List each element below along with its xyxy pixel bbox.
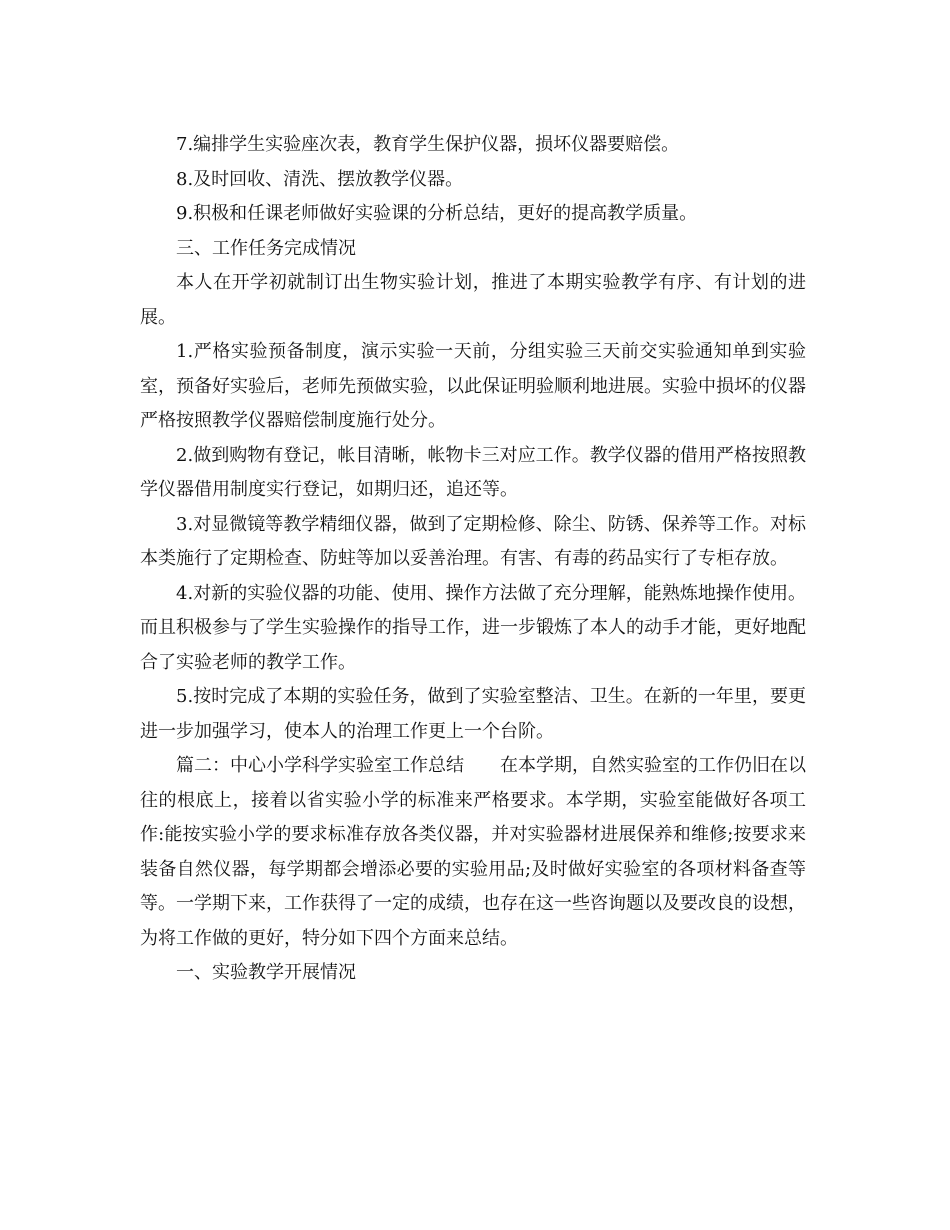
paragraph-point-1: 1.严格实验预备制度，演示实验一天前，分组实验三天前交实验通知单到实验室，预备好实验后，老师先预做实验，以此保证明验顺利地进展。实验中损坏的仪器严格按照教学仪器赔偿制度施行处分。 [140, 341, 806, 431]
paragraph-item-8: 8.及时回收、清洗、摆放教学仪器。 [176, 168, 464, 190]
paragraph-point-2: 2.做到购物有登记，帐目清晰，帐物卡三对应工作。教学仪器的借用严格按照教学仪器借用制度实行登记，如期归还，追还等。 [140, 444, 806, 500]
intro-paragraph: 本人在开学初就制订出生物实验计划，推进了本期实验教学有序、有计划的进展。 [140, 272, 806, 328]
paragraph-point-3: 3.对显微镜等教学精细仪器，做到了定期检修、除尘、防锈、保养等工作。对标本类施行了定期检查、防蛀等加以妥善治理。有害、有毒的药品实行了专柜存放。 [140, 513, 806, 569]
paragraph-item-7: 7.编排学生实验座次表，教育学生保护仪器，损坏仪器要赔偿。 [176, 134, 680, 155]
paragraph-item-9: 9.积极和任课老师做好实验课的分析总结，更好的提高教学质量。 [176, 203, 698, 224]
section-heading-1: 一、实验教学开展情况 [176, 962, 356, 983]
part-two-paragraph: 篇二：中心小学科学实验室工作总结 在本学期，自然实验室的工作仍旧在以往的根底上，接着以省实验小学的标准来严格要求。本学期，实验室能做好各项工作:能按实验小学的要求标准存放各类仪器，并对实验器材进展保养和维修;按要求来装备自然仪器，每学期都会增添必要的实验用品;及时做好实验室的各项材料备查等等。一学期下来，工作获得了一定的成绩，也存在这一些咨询题以及要改良的设想，为将工作做的更好，特分如下四个方面来总结。 [140, 755, 806, 949]
paragraph-point-4: 4.对新的实验仪器的功能、使用、操作方法做了充分理解，能熟炼地操作使用。而且积极参与了学生实验操作的指导工作，进一步锻炼了本人的动手才能，更好地配合了实验老师的教学工作。 [140, 582, 806, 673]
section-heading-3: 三、工作任务完成情况 [176, 237, 356, 259]
paragraph-point-5: 5.按时完成了本期的实验任务，做到了实验室整洁、卫生。在新的一年里，要更进一步加强学习，使本人的治理工作更上一个台阶。 [140, 686, 806, 742]
document-body [140, 128, 806, 991]
